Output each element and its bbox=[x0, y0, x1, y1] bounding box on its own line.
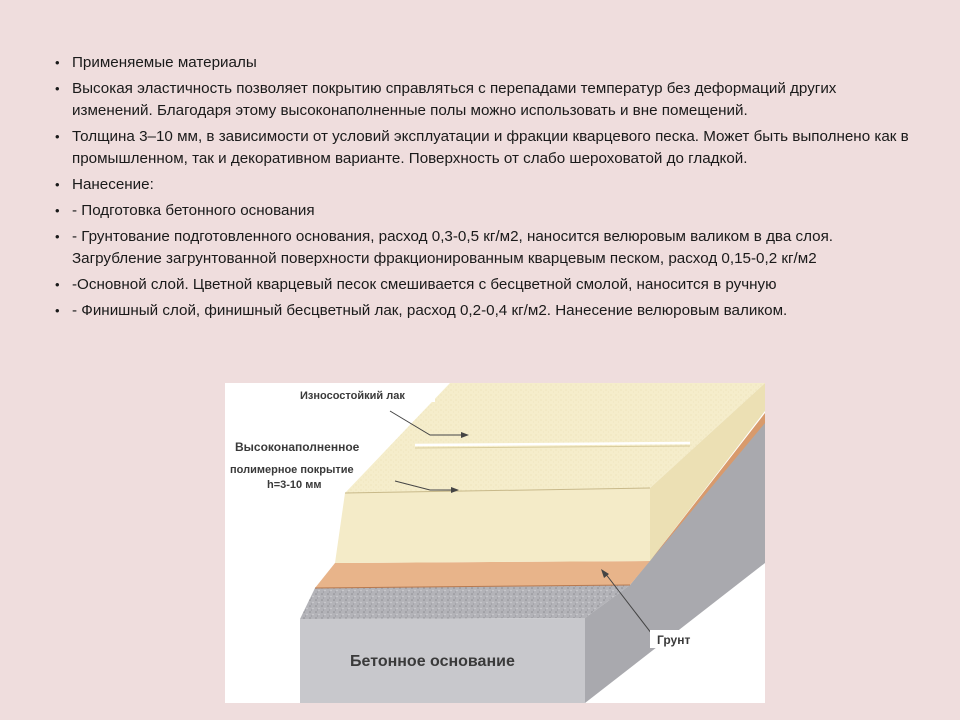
label-coating-2: полимерное покрытие bbox=[230, 464, 354, 476]
bullet-item bbox=[55, 52, 915, 74]
bullet-item bbox=[55, 200, 915, 222]
bullet-dot: • bbox=[55, 229, 60, 244]
bullet-text: - Подготовка бетонного основания bbox=[72, 202, 315, 219]
label-lacquer: Износостойкий лак bbox=[300, 390, 405, 402]
bullet-text: Толщина 3–10 мм, в зависимости от условий эксплуатации и фракции кварцевого песка. Может быть выполнено как в промышленном, так и декоративном варианте. Поверхность от слабо шероховатой до гладкой. bbox=[72, 128, 909, 167]
label-coating-1: Высоконаполненное bbox=[235, 440, 360, 454]
bullet-text: Нанесение: bbox=[72, 176, 154, 193]
bullet-item bbox=[55, 126, 915, 170]
bullet-dot: • bbox=[55, 55, 60, 70]
bullet-dot: • bbox=[55, 129, 60, 144]
bullet-list bbox=[55, 52, 915, 326]
bullet-item bbox=[55, 226, 915, 270]
floor-layers-svg bbox=[225, 383, 765, 703]
bullet-dot: • bbox=[55, 177, 60, 192]
bullet-item bbox=[55, 300, 915, 322]
coating-front-face bbox=[335, 488, 650, 563]
bullet-text: Высокая эластичность позволяет покрытию справляться с перепадами температур без деформаций других изменений. Благодаря этому высоконаполненные полы можно использовать и вне помещений. bbox=[72, 80, 837, 119]
bullet-dot: • bbox=[55, 81, 60, 96]
bullet-text: - Финишный слой, финишный бесцветный лак, расход 0,2-0,4 кг/м2. Нанесение велюровым валиком. bbox=[72, 302, 788, 319]
bullet-text: -Основной слой. Цветной кварцевый песок смешивается с бесцветной смолой, наносится в ручную bbox=[72, 276, 777, 293]
primer-top-face bbox=[315, 561, 650, 588]
concrete-top-face bbox=[300, 585, 630, 619]
bullet-text: - Грунтование подготовленного основания, расход 0,3-0,5 кг/м2, наносится велюровым валиком в два слоя. Загрубление загрунтованной поверхности фракционированным кварцевым песком, расход 0,15-0,2 кг/м2 bbox=[72, 228, 834, 267]
floor-layers-diagram bbox=[225, 383, 765, 703]
bullet-item bbox=[55, 174, 915, 196]
label-primer: Грунт bbox=[657, 633, 691, 647]
bullet-dot: • bbox=[55, 277, 60, 292]
bullet-text: Применяемые материалы bbox=[72, 54, 257, 71]
bullet-dot: • bbox=[55, 303, 60, 318]
label-concrete: Бетонное основание bbox=[350, 653, 515, 670]
bullet-item bbox=[55, 78, 915, 122]
bullet-dot: • bbox=[55, 203, 60, 218]
label-coating-3: h=3-10 мм bbox=[267, 479, 322, 491]
bullet-item bbox=[55, 274, 915, 296]
